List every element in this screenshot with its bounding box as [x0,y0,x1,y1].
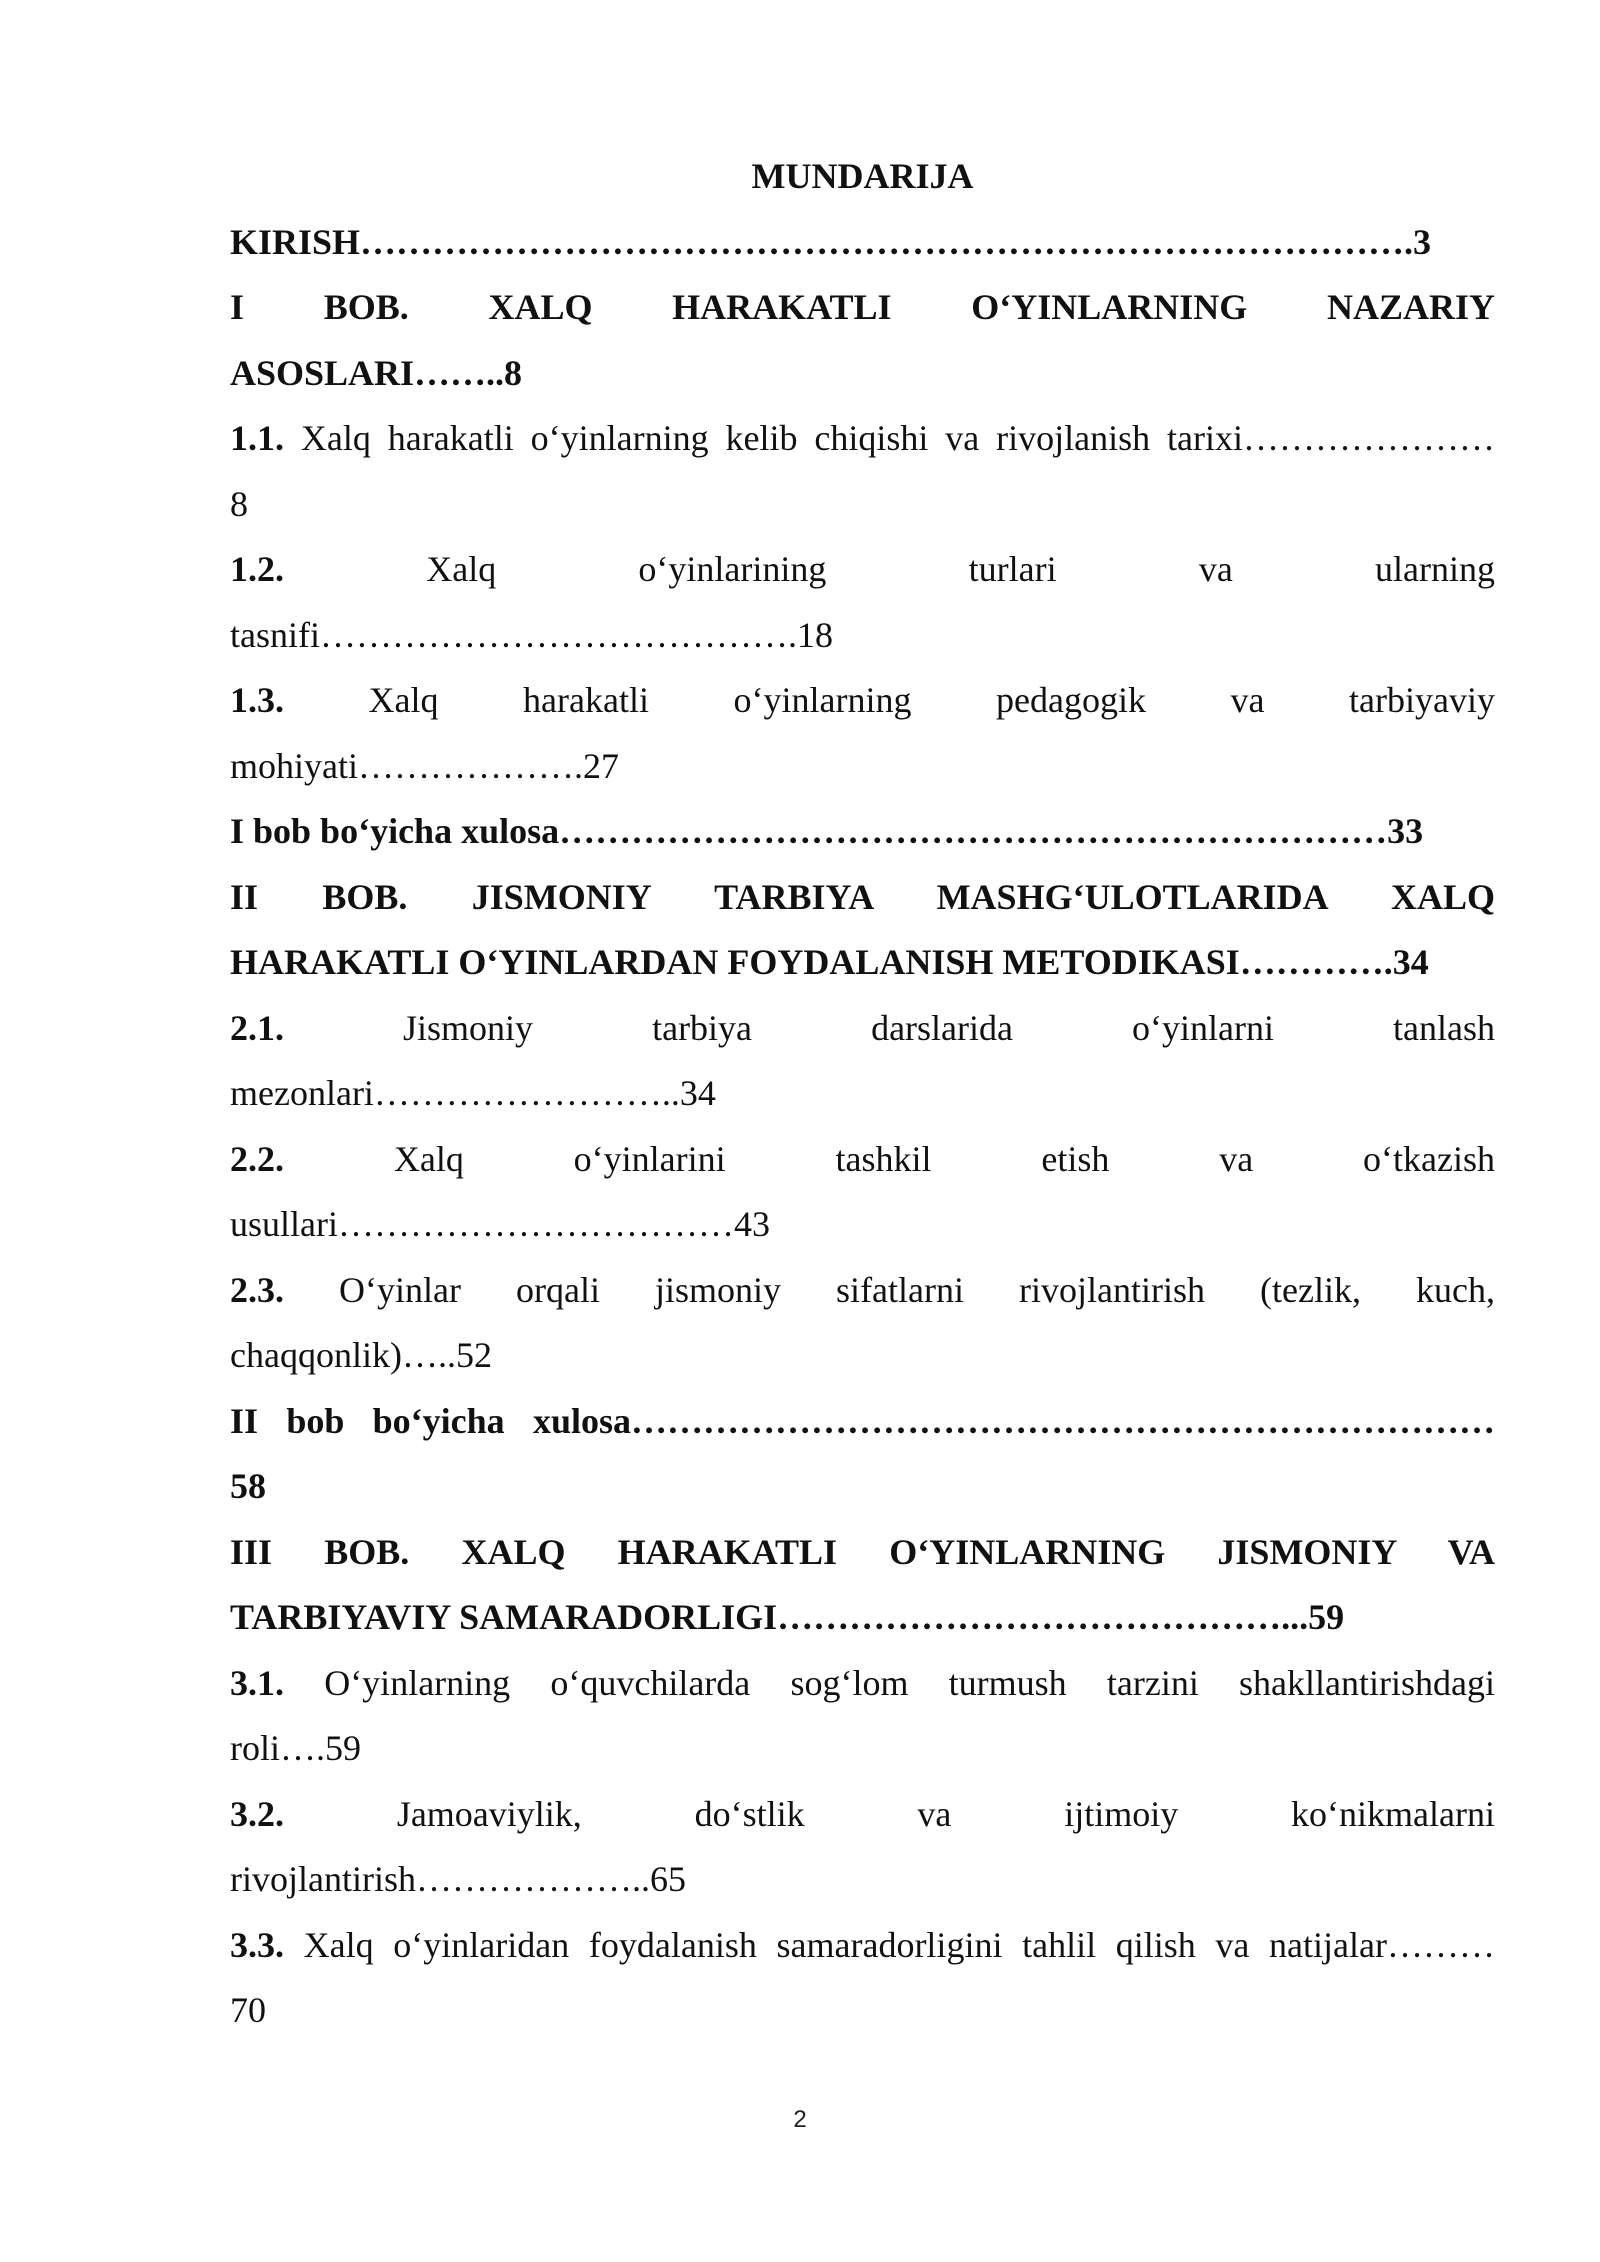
toc-entry-label: O‘yinlarning o‘quvchilarda sog‘lom turmush tarzini shakllantirishdagi [284,1662,1495,1703]
toc-entry-label: Xalq o‘yinlarining turlari va ularning [284,549,1495,589]
toc-title: MUNDARIJA [751,156,974,196]
toc-entry-text [230,1520,1495,1586]
toc-entry-text [230,799,1495,865]
toc-entry-number: 3.1. [230,1662,284,1703]
toc-entry-number: 2.2. [230,1138,284,1179]
toc-entry-continuation: 58 [230,1466,266,1506]
toc-entry-number: 1.3. [230,680,284,720]
toc-entry-continuation: chaqqonlik)…..52 [230,1335,492,1375]
toc-entry-continuation: ASOSLARI……..8 [230,352,523,393]
page-number: 2 [793,2106,807,2133]
toc-entry-text [230,1651,1495,1717]
toc-entry-continuation: roli….59 [230,1728,361,1768]
toc-entry-number: 2.1. [230,1007,284,1048]
toc-entry-label: Xalq o‘yinlarini tashkil etish va o‘tkazish [284,1138,1495,1179]
toc-entries [230,210,1495,2044]
toc-entry [230,1913,1495,2044]
toc-entry-label: Xalq o‘yinlaridan foydalanish samaradorligini tahlil qilish va natijalar……… [284,1924,1495,1965]
toc-entry-text [230,275,1495,341]
toc-entry-label: I BOB. XALQ HARAKATLI O‘YINLARNING NAZARIY [230,287,1495,327]
toc-entry [230,406,1495,537]
toc-entry [230,1389,1495,1520]
toc-entry-text [230,1127,1495,1193]
toc-entry-label: Jamoaviylik, do‘stlik va ijtimoiy ko‘nikmalarni [284,1793,1495,1834]
toc-entry-number: 1.2. [230,549,284,589]
toc-entry [230,210,1495,276]
toc-entry-number: 2.3. [230,1269,284,1310]
toc-entry [230,865,1495,996]
toc-entry [230,1520,1495,1651]
toc-entry [230,275,1495,406]
toc-entry-label: II BOB. JISMONIY TARBIYA MASHG‘ULOTLARIDA XALQ [230,876,1495,917]
toc-entry-continuation: TARBIYAVIY SAMARADORLIGI……………………………………...59 [230,1597,1345,1637]
toc-entry-label: II bob bo‘yicha xulosa……………………………………………………………… [230,1400,1495,1441]
toc-entry-label: III BOB. XALQ HARAKATLI O‘YINLARNING JISMONIY VA [230,1531,1495,1572]
toc-entry-label: Xalq harakatli o‘yinlarning pedagogik va tarbiyaviy [284,680,1495,720]
toc-entry-label: I bob bo‘yicha xulosa……………………………………………………………33 [230,811,1424,851]
toc-entry-label: Xalq harakatli o‘yinlarning kelib chiqishi va rivojlanish tarixi………………… [284,418,1495,458]
toc-entry [230,1258,1495,1389]
toc-entry-continuation: mezonlari……………………..34 [230,1073,716,1113]
table-of-contents [230,144,1495,2044]
toc-entry-continuation: HARAKATLI O‘YINLARDAN FOYDALANISH METODIKASI………….34 [230,942,1429,982]
toc-entry-text [230,1389,1495,1455]
toc-entry [230,799,1495,865]
toc-entry-text [230,865,1495,931]
toc-entry-continuation: rivojlantirish………………..65 [230,1859,686,1899]
toc-entry [230,1782,1495,1913]
toc-entry [230,668,1495,799]
toc-entry [230,996,1495,1127]
toc-entry [230,1127,1495,1258]
toc-entry-text [230,210,1495,276]
toc-entry-continuation: tasnifi………………………………….18 [230,614,833,655]
toc-entry-text [230,996,1495,1062]
toc-entry-number: 1.1. [230,418,284,458]
toc-entry-continuation: 8 [230,483,248,524]
toc-entry-number: 3.2. [230,1793,284,1834]
toc-entry-label: Jismoniy tarbiya darslarida o‘yinlarni tanlash [284,1007,1495,1048]
toc-entry-text [230,668,1495,734]
toc-entry-label: O‘yinlar orqali jismoniy sifatlarni rivojlantirish (tezlik, kuch, [284,1269,1495,1310]
toc-entry-number: 3.3. [230,1924,284,1965]
toc-entry-continuation: mohiyati……………….27 [230,745,619,786]
toc-entry-text [230,1258,1495,1324]
toc-entry-continuation: usullari……………………………43 [230,1204,770,1244]
toc-entry-text [230,406,1495,472]
toc-entry-continuation: 70 [230,1990,266,2030]
toc-entry-text [230,1782,1495,1848]
toc-entry-label: KIRISH…………………………………………………………………………….3 [230,221,1432,262]
toc-entry [230,1651,1495,1782]
toc-entry [230,537,1495,668]
toc-entry-text [230,1913,1495,1979]
toc-entry-text [230,537,1495,603]
